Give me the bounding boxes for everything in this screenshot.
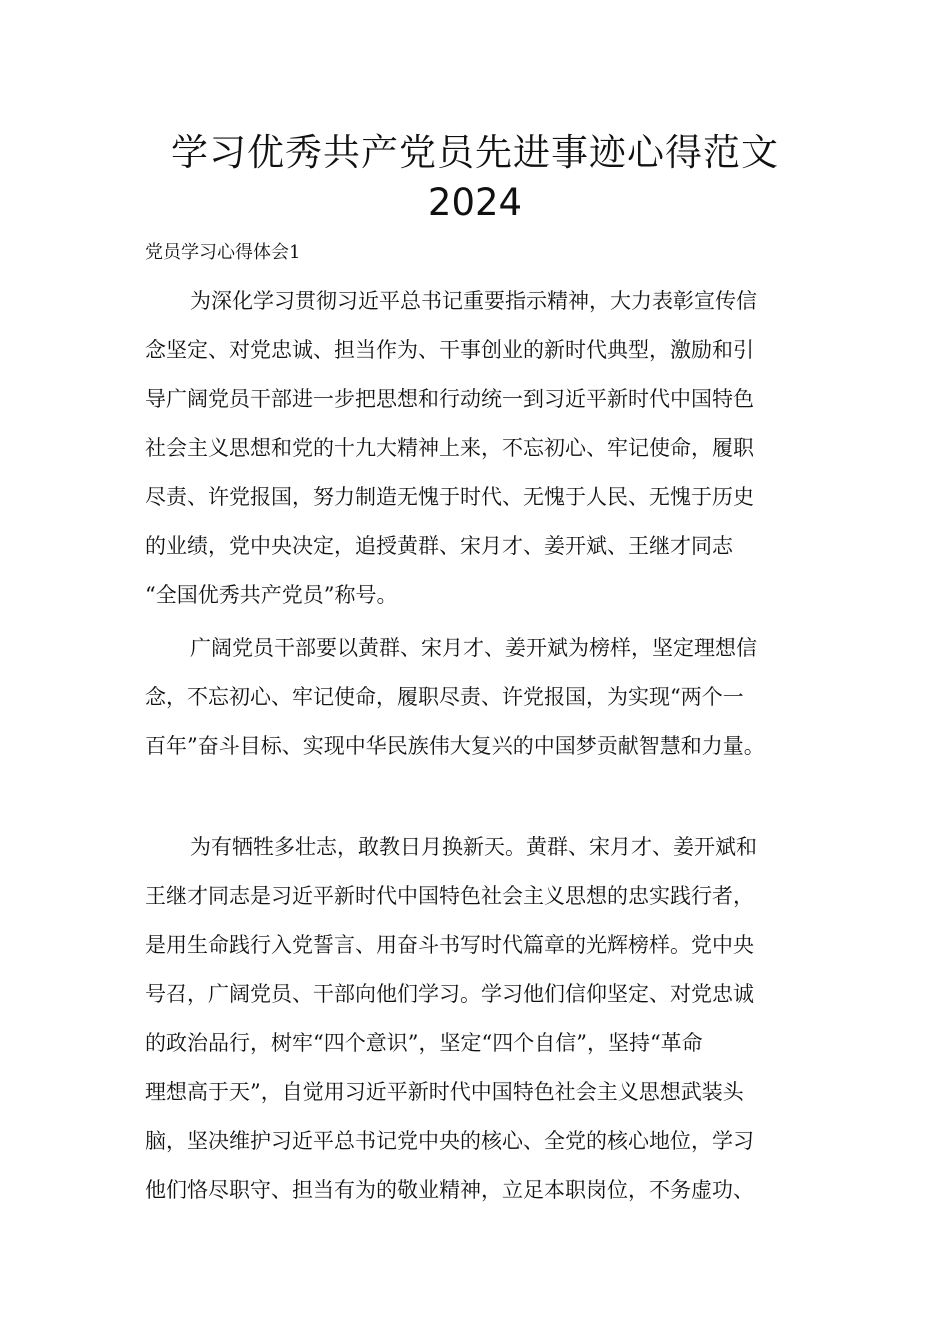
paragraph-line: 为深化学习贯彻习近平总书记重要指示精神，大力表彰宣传信 bbox=[190, 289, 757, 313]
paragraph-line: 社会主义思想和党的十九大精神上来，不忘初心、牢记使命，履职 bbox=[145, 436, 754, 460]
paragraph-line: 的政治品行，树牢“四个意识”，坚定“四个自信”，坚持“革命 bbox=[145, 1031, 703, 1055]
paragraph-line: 念坚定、对党忠诚、担当作为、干事创业的新时代典型，激励和引 bbox=[145, 338, 754, 362]
paragraph-line: 他们恪尽职守、担当有为的敬业精神，立足本职岗位，不务虚功、 bbox=[145, 1178, 754, 1202]
paragraph-line: 理想高于天”，自觉用习近平新时代中国特色社会主义思想武装头 bbox=[145, 1080, 744, 1104]
paragraph-line: 尽责、许党报国，努力制造无愧于时代、无愧于人民、无愧于历史 bbox=[145, 485, 754, 509]
paragraph-line: “全国优秀共产党员”称号。 bbox=[145, 583, 398, 607]
paragraph-line: 王继才同志是习近平新时代中国特色社会主义思想的忠实践行者， bbox=[145, 884, 754, 908]
paragraph-line: 号召，广阔党员、干部向他们学习。学习他们信仰坚定、对党忠诚 bbox=[145, 982, 754, 1006]
paragraph-line: 念，不忘初心、牢记使命，履职尽责、许党报国，为实现“两个一 bbox=[145, 685, 744, 709]
paragraph-line: 百年”奋斗目标、实现中华民族伟大复兴的中国梦贡献智慧和力量。 bbox=[145, 734, 765, 758]
paragraph-line: 广阔党员干部要以黄群、宋月才、姜开斌为榜样，坚定理想信 bbox=[190, 636, 757, 660]
paragraph-line: 为有牺牲多壮志，敢教日月换新天。黄群、宋月才、姜开斌和 bbox=[190, 835, 757, 859]
paragraph-line: 导广阔党员干部进一步把思想和行动统一到习近平新时代中国特色 bbox=[145, 387, 754, 411]
section-heading: 党员学习心得体会1 bbox=[145, 242, 301, 263]
paragraph-line: 脑，坚决维护习近平总书记党中央的核心、全党的核心地位，学习 bbox=[145, 1129, 754, 1153]
document-title-line1: 学习优秀共产党员先进事迹心得范文 bbox=[171, 131, 779, 174]
document-title-line2: 2024 bbox=[427, 181, 523, 224]
paragraph-line: 是用生命践行入党誓言、用奋斗书写时代篇章的光辉榜样。党中央 bbox=[145, 933, 754, 957]
paragraph-line: 的业绩，党中央决定，追授黄群、宋月才、姜开斌、王继才同志 bbox=[145, 534, 733, 558]
